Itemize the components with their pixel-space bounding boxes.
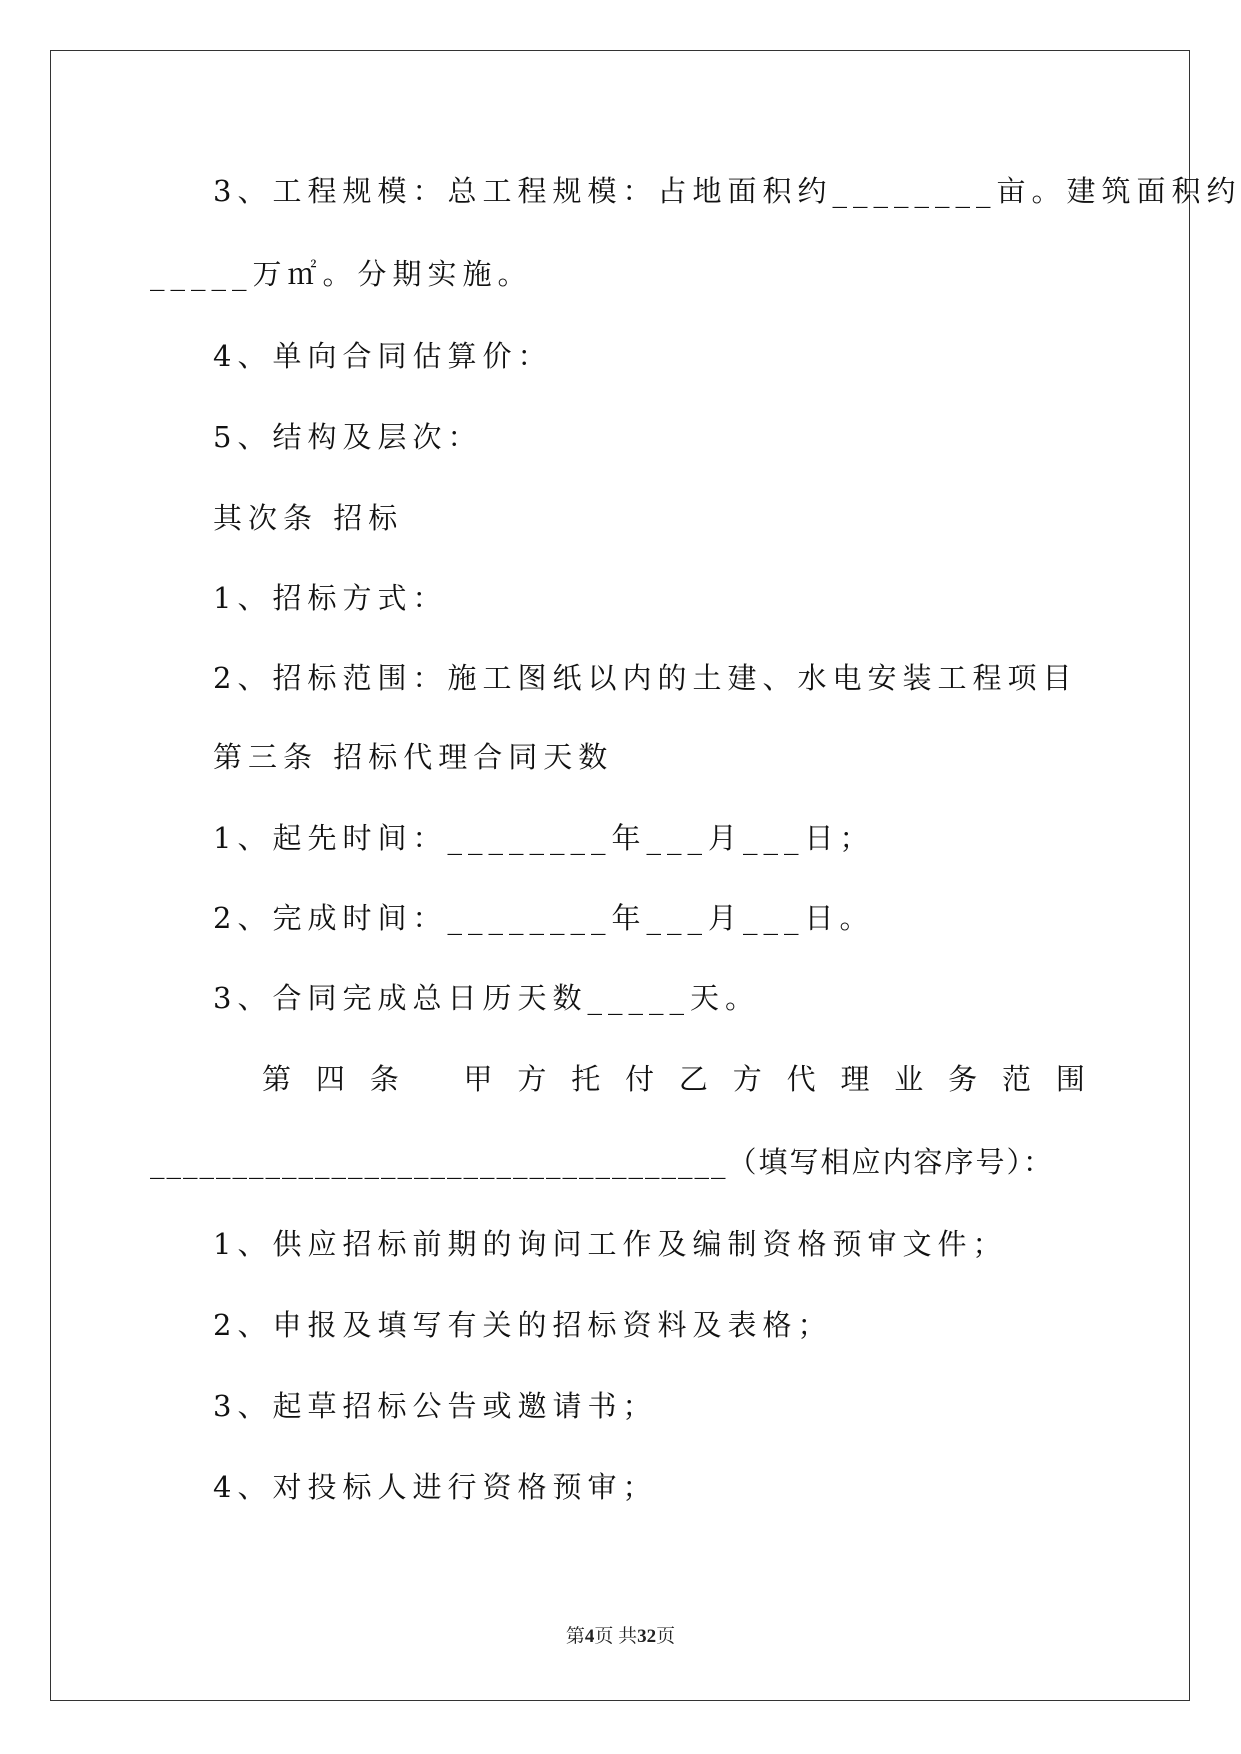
paragraph-9: 1、起先时间：________年___月___日； — [213, 821, 875, 855]
heading-char: 第 — [262, 1062, 292, 1096]
paragraph-17: 4、对投标人进行资格预审； — [213, 1470, 658, 1504]
paragraph-13: ___________________________________（填写相应内容序号）： — [150, 1145, 1055, 1179]
heading-char: 乙 — [678, 1062, 708, 1096]
paragraph-3: 4、单向合同估算价： — [213, 339, 553, 373]
paragraph-10: 2、完成时间：________年___月___日。 — [213, 901, 875, 935]
heading-char: 围 — [1055, 1062, 1085, 1096]
section-heading-4 — [262, 1062, 1085, 1096]
paragraph-16: 3、起草招标公告或邀请书； — [213, 1389, 658, 1423]
paragraph-11: 3、合同完成总日历天数_____天。 — [213, 981, 760, 1015]
total-page-number: 32 — [637, 1626, 657, 1647]
paragraph-4: 5、结构及层次： — [213, 420, 483, 454]
heading-char: 条 — [369, 1062, 399, 1096]
heading-char: 务 — [948, 1062, 978, 1096]
paragraph-1: 3、工程规模：总工程规模：占地面积约________亩。建筑面积约 — [213, 174, 1241, 208]
heading-char: 四 — [315, 1062, 345, 1096]
heading-char: 理 — [840, 1062, 870, 1096]
heading-char: 方 — [732, 1062, 762, 1096]
page-border — [50, 50, 1190, 1701]
heading-char: 方 — [517, 1062, 547, 1096]
paragraph-7: 2、招标范围：施工图纸以内的土建、水电安装工程项目 — [213, 661, 1078, 695]
footer-mid: 页 共 — [594, 1626, 638, 1647]
heading-char: 范 — [1001, 1062, 1031, 1096]
heading-char: 托 — [571, 1062, 601, 1096]
heading-char: 甲 — [463, 1062, 493, 1096]
paragraph-15: 2、申报及填写有关的招标资料及表格； — [213, 1308, 833, 1342]
paragraph-6: 1、招标方式： — [213, 581, 448, 615]
current-page-number: 4 — [584, 1626, 595, 1647]
heading-char: 业 — [894, 1062, 924, 1096]
section-heading-3: 第三条 招标代理合同天数 — [213, 740, 614, 774]
section-heading-2: 其次条 招标 — [213, 501, 404, 535]
page-footer — [0, 1621, 1241, 1648]
paragraph-2: _____万㎡。分期实施。 — [150, 257, 533, 291]
heading-char: 代 — [786, 1062, 816, 1096]
footer-post: 页 — [656, 1626, 676, 1647]
paragraph-14: 1、供应招标前期的询问工作及编制资格预审文件； — [213, 1227, 1008, 1261]
footer-pre: 第 — [565, 1626, 585, 1647]
heading-char: 付 — [625, 1062, 655, 1096]
